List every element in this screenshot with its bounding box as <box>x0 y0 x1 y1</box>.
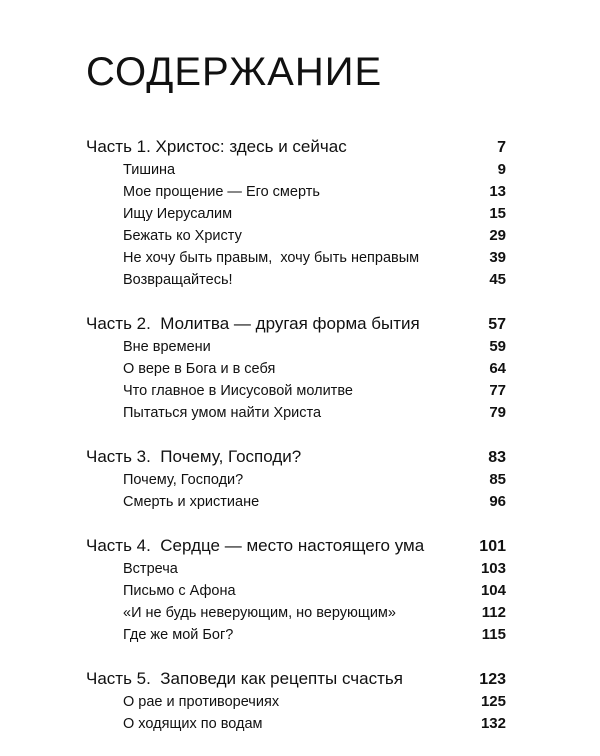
toc-part-heading <box>86 135 506 159</box>
chapter-title: Мое прощение — Его смерть <box>123 184 320 200</box>
chapter-title: Вне времени <box>123 339 211 355</box>
chapter-title: О вере в Бога и в себя <box>123 361 276 377</box>
toc-chapter <box>86 358 506 380</box>
chapter-title: О ходящих по водам <box>123 716 263 732</box>
part-page-number: 83 <box>488 449 506 466</box>
toc-chapter <box>86 602 506 624</box>
part-page-number: 123 <box>479 671 506 688</box>
part-title: Часть 5. Заповеди как рецепты счастья <box>86 669 403 688</box>
toc-part-heading <box>86 445 506 469</box>
chapter-page-number: 103 <box>480 560 506 577</box>
toc-part <box>86 667 506 735</box>
toc-chapter <box>86 203 506 225</box>
toc-chapter <box>86 580 506 602</box>
chapter-title: Не хочу быть правым, хочу быть неправым <box>123 250 420 266</box>
toc-chapter <box>86 181 506 203</box>
chapter-title: Письмо с Афона <box>123 583 236 599</box>
toc-chapter <box>86 269 506 291</box>
chapter-page-number: 104 <box>480 582 506 599</box>
toc-chapter <box>86 380 506 402</box>
part-title: Часть 3. Почему, Господи? <box>86 447 302 466</box>
part-page-number: 57 <box>488 316 506 333</box>
chapter-page-number: 132 <box>480 715 506 732</box>
chapter-title: Ищу Иерусалим <box>123 206 233 222</box>
chapter-page-number: 115 <box>481 626 506 643</box>
toc-chapter <box>86 469 506 491</box>
chapter-page-number: 112 <box>481 604 506 621</box>
chapter-page-number: 79 <box>489 404 506 421</box>
chapter-title: Что главное в Иисусовой молитве <box>123 383 353 399</box>
toc-chapter <box>86 402 506 424</box>
toc-chapter <box>86 713 506 735</box>
chapter-title: Возвращайтесь! <box>123 272 233 288</box>
toc-chapter <box>86 247 506 269</box>
part-title: Часть 1. Христос: здесь и сейчас <box>86 137 347 156</box>
chapter-title: Почему, Господи? <box>123 472 244 488</box>
chapter-page-number: 77 <box>489 382 506 399</box>
toc-part <box>86 534 506 646</box>
chapter-title: О рае и противоречиях <box>123 694 280 710</box>
toc-chapter <box>86 691 506 713</box>
toc-chapter <box>86 336 506 358</box>
part-page-number: 7 <box>497 139 506 156</box>
chapter-page-number: 15 <box>489 205 506 222</box>
chapter-page-number: 39 <box>489 249 506 266</box>
chapter-title: «И не будь неверующим, но верующим» <box>123 605 396 621</box>
toc-part-heading <box>86 312 506 336</box>
chapter-title: Смерть и христиане <box>123 494 260 510</box>
chapter-page-number: 64 <box>489 360 506 377</box>
toc-part <box>86 312 506 424</box>
chapter-page-number: 96 <box>489 493 506 510</box>
toc-chapter <box>86 624 506 646</box>
toc-part-heading <box>86 667 506 691</box>
toc-chapter <box>86 491 506 513</box>
toc-part <box>86 135 506 291</box>
chapter-title: Тишина <box>123 162 176 178</box>
chapter-page-number: 13 <box>489 183 506 200</box>
chapter-page-number: 85 <box>489 471 506 488</box>
part-page-number: 101 <box>479 538 506 555</box>
chapter-page-number: 59 <box>489 338 506 355</box>
chapter-page-number: 29 <box>489 227 506 244</box>
chapter-page-number: 45 <box>489 271 506 288</box>
toc-part <box>86 445 506 513</box>
chapter-page-number: 125 <box>480 693 506 710</box>
table-of-contents <box>86 135 506 756</box>
part-title: Часть 4. Сердце — место настоящего ума <box>86 536 425 555</box>
page-title: СОДЕРЖАНИЕ <box>86 50 383 94</box>
part-title: Часть 2. Молитва — другая форма бытия <box>86 314 420 333</box>
toc-chapter <box>86 558 506 580</box>
chapter-title: Пытаться умом найти Христа <box>123 405 322 421</box>
chapter-page-number: 9 <box>497 161 506 178</box>
toc-chapter <box>86 225 506 247</box>
chapter-title: Где же мой Бог? <box>123 627 234 643</box>
toc-part-heading <box>86 534 506 558</box>
chapter-title: Встреча <box>123 561 178 577</box>
toc-chapter <box>86 159 506 181</box>
chapter-title: Бежать ко Христу <box>123 228 242 244</box>
